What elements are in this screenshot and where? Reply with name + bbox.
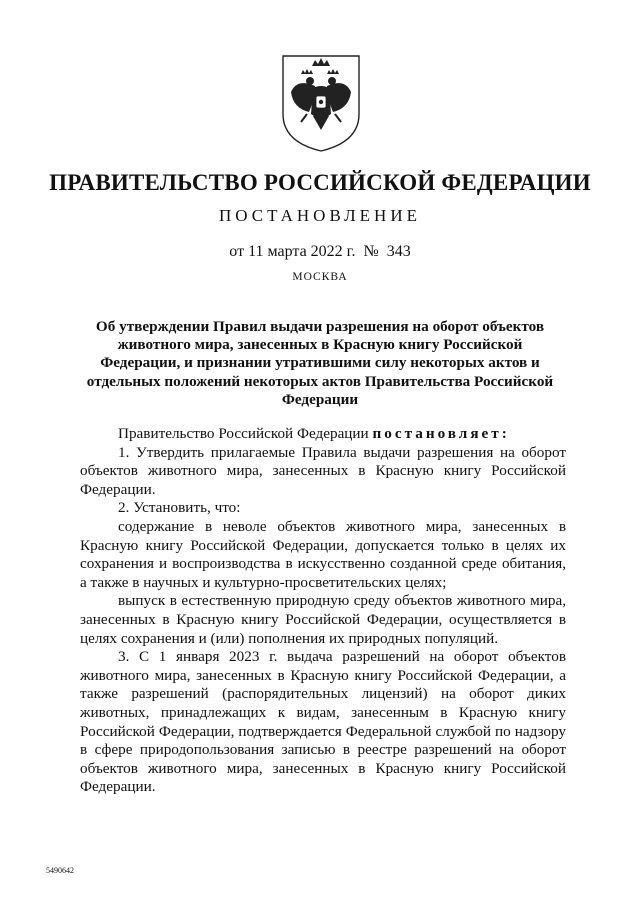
- footer-document-code: 5490642: [46, 866, 74, 875]
- paragraph-2a: содержание в неволе объектов животного мира, занесенных в Красную книгу Российской Федерации, допускается только в целях их сохранения и воспроизводства в искусственно созданной среде обитания, а также в научных и культурно-просветительских целях;: [80, 517, 566, 591]
- paragraph-1: 1. Утвердить прилагаемые Правила выдачи разрешения на оборот объектов животного мира, занесенных в Красную книгу Российской Федерации.: [80, 443, 566, 498]
- document-date-number: от 11 марта 2022 г. № 343: [229, 243, 411, 260]
- paragraph-2b: выпуск в естественную природную среду объектов животного мира, занесенных в Красную книгу Российской Федерации, осуществляется в целях сохранения и (или) пополнения их природных популяций.: [80, 592, 566, 647]
- document-body: [80, 425, 566, 797]
- document-city: МОСКВА: [292, 271, 348, 283]
- document-subject: Об утверждении Правил выдачи разрешения на оборот объектов животного мира, занесенных в Красную книгу Российской Федерации, и признании утратившими силу некоторых актов и отдельных положений некоторых актов Правительства Российской Федерации: [86, 318, 554, 408]
- government-title: ПРАВИТЕЛЬСТВО РОССИЙСКОЙ ФЕДЕРАЦИИ: [49, 170, 591, 195]
- document-type: ПОСТАНОВЛЕНИЕ: [218, 206, 421, 225]
- paragraph-3: 3. С 1 января 2023 г. выдача разрешений на оборот объектов животного мира, занесенных в Красную книгу Российской Федерации, а также разрешений (распорядительных лицензий) на оборот диких животных, принадлежащих к видам, занесенным в Красную книгу Российской Федерации, подтверждается Федеральной службой по надзору в сфере природопользования записью в реестре разрешений на оборот объектов животного мира, занесенных в Красную книгу Российской Федерации.: [80, 648, 566, 796]
- coat-of-arms-emblem: [279, 52, 363, 154]
- intro-text: Правительство Российской Федерации: [118, 425, 369, 442]
- decree-verb: постановляет:: [372, 425, 510, 442]
- intro-paragraph: [80, 425, 566, 444]
- paragraph-2: 2. Установить, что:: [118, 499, 241, 517]
